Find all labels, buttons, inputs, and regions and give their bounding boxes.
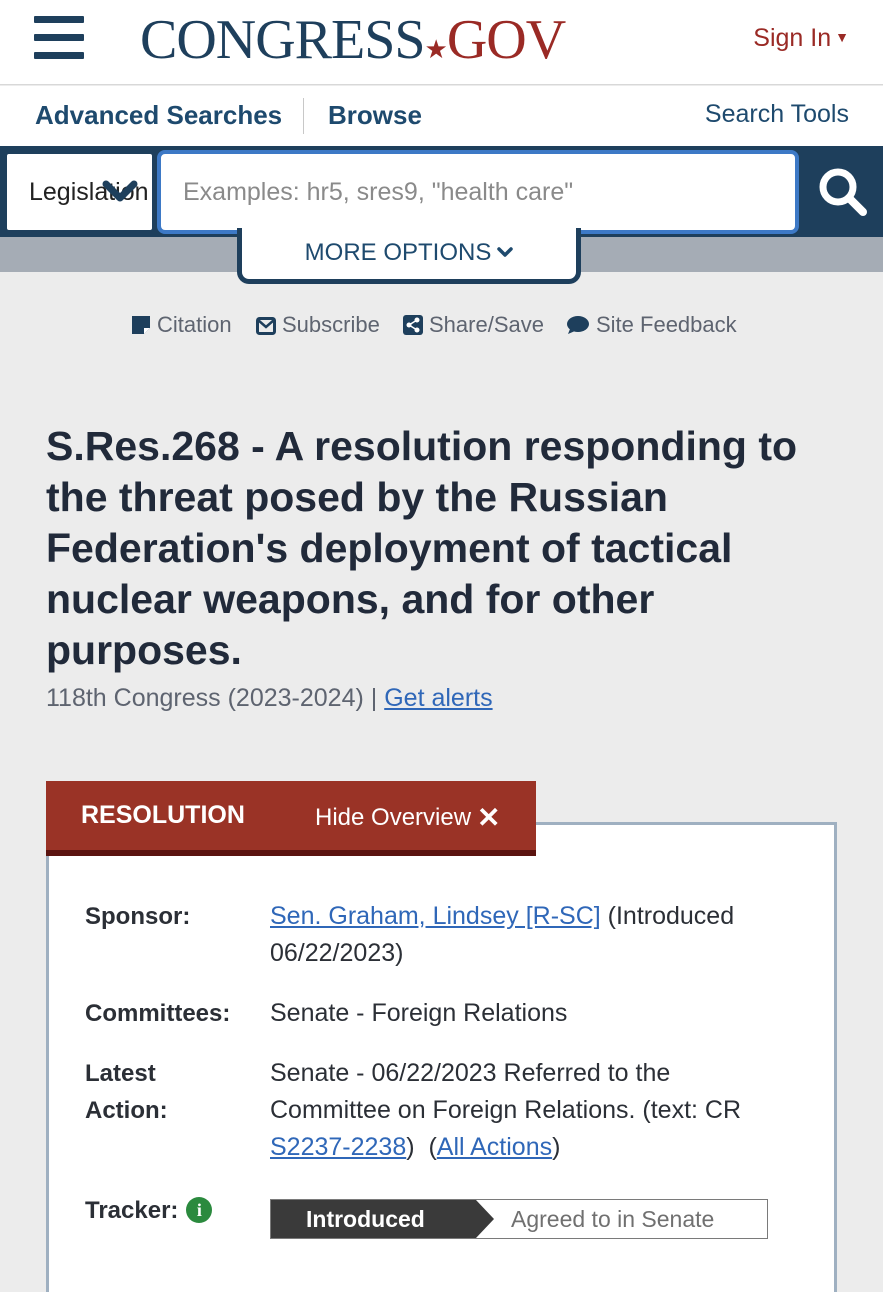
- close-icon: ✕: [477, 802, 501, 833]
- latest-action-label-line1: Latest: [85, 1060, 156, 1087]
- sponsor-label: Sponsor:: [85, 903, 191, 930]
- hide-overview-button[interactable]: [315, 801, 501, 834]
- page-tools: [0, 310, 883, 344]
- browse-link[interactable]: Browse: [328, 100, 422, 130]
- search-field: [157, 150, 799, 234]
- all-actions-link[interactable]: All Actions: [436, 1133, 553, 1161]
- secondary-nav: [0, 86, 883, 146]
- search-scope-select[interactable]: [7, 154, 152, 230]
- sign-in-label: Sign In: [753, 24, 832, 52]
- envelope-icon: [256, 317, 276, 335]
- tracker-arrow: [476, 1200, 494, 1238]
- latest-action-label: [85, 1055, 168, 1129]
- bill-tracker: [270, 1199, 768, 1239]
- congress-session: 118th Congress (2023-2024): [46, 684, 364, 712]
- site-feedback-label: Site Feedback: [596, 312, 737, 337]
- sponsor-value: [270, 898, 790, 972]
- menu-icon[interactable]: [34, 16, 84, 60]
- info-icon[interactable]: i: [186, 1197, 212, 1223]
- sponsor-link[interactable]: Sen. Graham, Lindsey [R-SC]: [270, 902, 601, 930]
- advanced-searches-link[interactable]: Advanced Searches: [35, 100, 283, 130]
- chevron-down-icon: [497, 246, 513, 258]
- nav-divider: [303, 98, 304, 134]
- citation-label: Citation: [157, 312, 232, 337]
- sign-in-button[interactable]: [753, 24, 849, 53]
- search-button[interactable]: [801, 146, 883, 237]
- search-bar: [0, 146, 883, 237]
- committees-value: Senate - Foreign Relations: [270, 999, 568, 1027]
- separator: |: [370, 684, 378, 712]
- resolution-tab-label: RESOLUTION: [81, 801, 245, 829]
- search-scope-value: Legislation: [29, 178, 149, 206]
- citation-icon: [131, 315, 151, 335]
- bill-title: S.Res.268 - A resolution responding to the threat posed by the Russian Federation's deployment of tactical nuclear weapons, and for other purposes.: [46, 423, 798, 673]
- sponsor-introduced: (Introduced 06/22/2023): [270, 902, 735, 967]
- more-options-button[interactable]: [237, 228, 581, 284]
- congressional-record-link[interactable]: S2237-2238: [270, 1133, 407, 1161]
- chevron-down-icon: [102, 176, 138, 206]
- site-header: [0, 0, 883, 85]
- latest-action-paren: ) (: [406, 1133, 437, 1161]
- tracker-step-introduced: Introduced: [271, 1200, 476, 1238]
- latest-action-value: [270, 1055, 790, 1166]
- more-options-label: MORE OPTIONS: [304, 239, 492, 266]
- tracker-step-agreed: Agreed to in Senate: [511, 1206, 715, 1232]
- tracker-label: Tracker:: [85, 1197, 179, 1224]
- latest-action-text: Senate - 06/22/2023 Referred to the Committee on Foreign Relations. (text: CR: [270, 1059, 742, 1124]
- search-input[interactable]: [161, 154, 795, 230]
- search-tools-link[interactable]: Search Tools: [704, 100, 849, 128]
- citation-link[interactable]: [131, 312, 232, 338]
- site-feedback-link[interactable]: [566, 312, 737, 338]
- congress-info: [46, 684, 493, 713]
- share-save-link[interactable]: [403, 312, 544, 338]
- caret-down-icon: ▼: [835, 29, 849, 45]
- speech-bubble-icon: [566, 315, 590, 335]
- congress-gov-logo[interactable]: CONGRESS★GOV: [140, 9, 566, 71]
- latest-action-label-line2: Action:: [85, 1097, 168, 1124]
- overview-tab-bar: [46, 781, 536, 856]
- hide-overview-label: Hide Overview: [315, 804, 472, 831]
- search-icon: [801, 146, 883, 237]
- get-alerts-link[interactable]: Get alerts: [384, 684, 493, 712]
- latest-action-close: ): [552, 1133, 561, 1161]
- committees-label: Committees:: [85, 1000, 231, 1027]
- subscribe-link[interactable]: [256, 312, 380, 338]
- tracker-label-row: [85, 1192, 212, 1229]
- share-icon: [403, 315, 423, 335]
- subscribe-label: Subscribe: [282, 312, 380, 337]
- share-save-label: Share/Save: [429, 312, 544, 337]
